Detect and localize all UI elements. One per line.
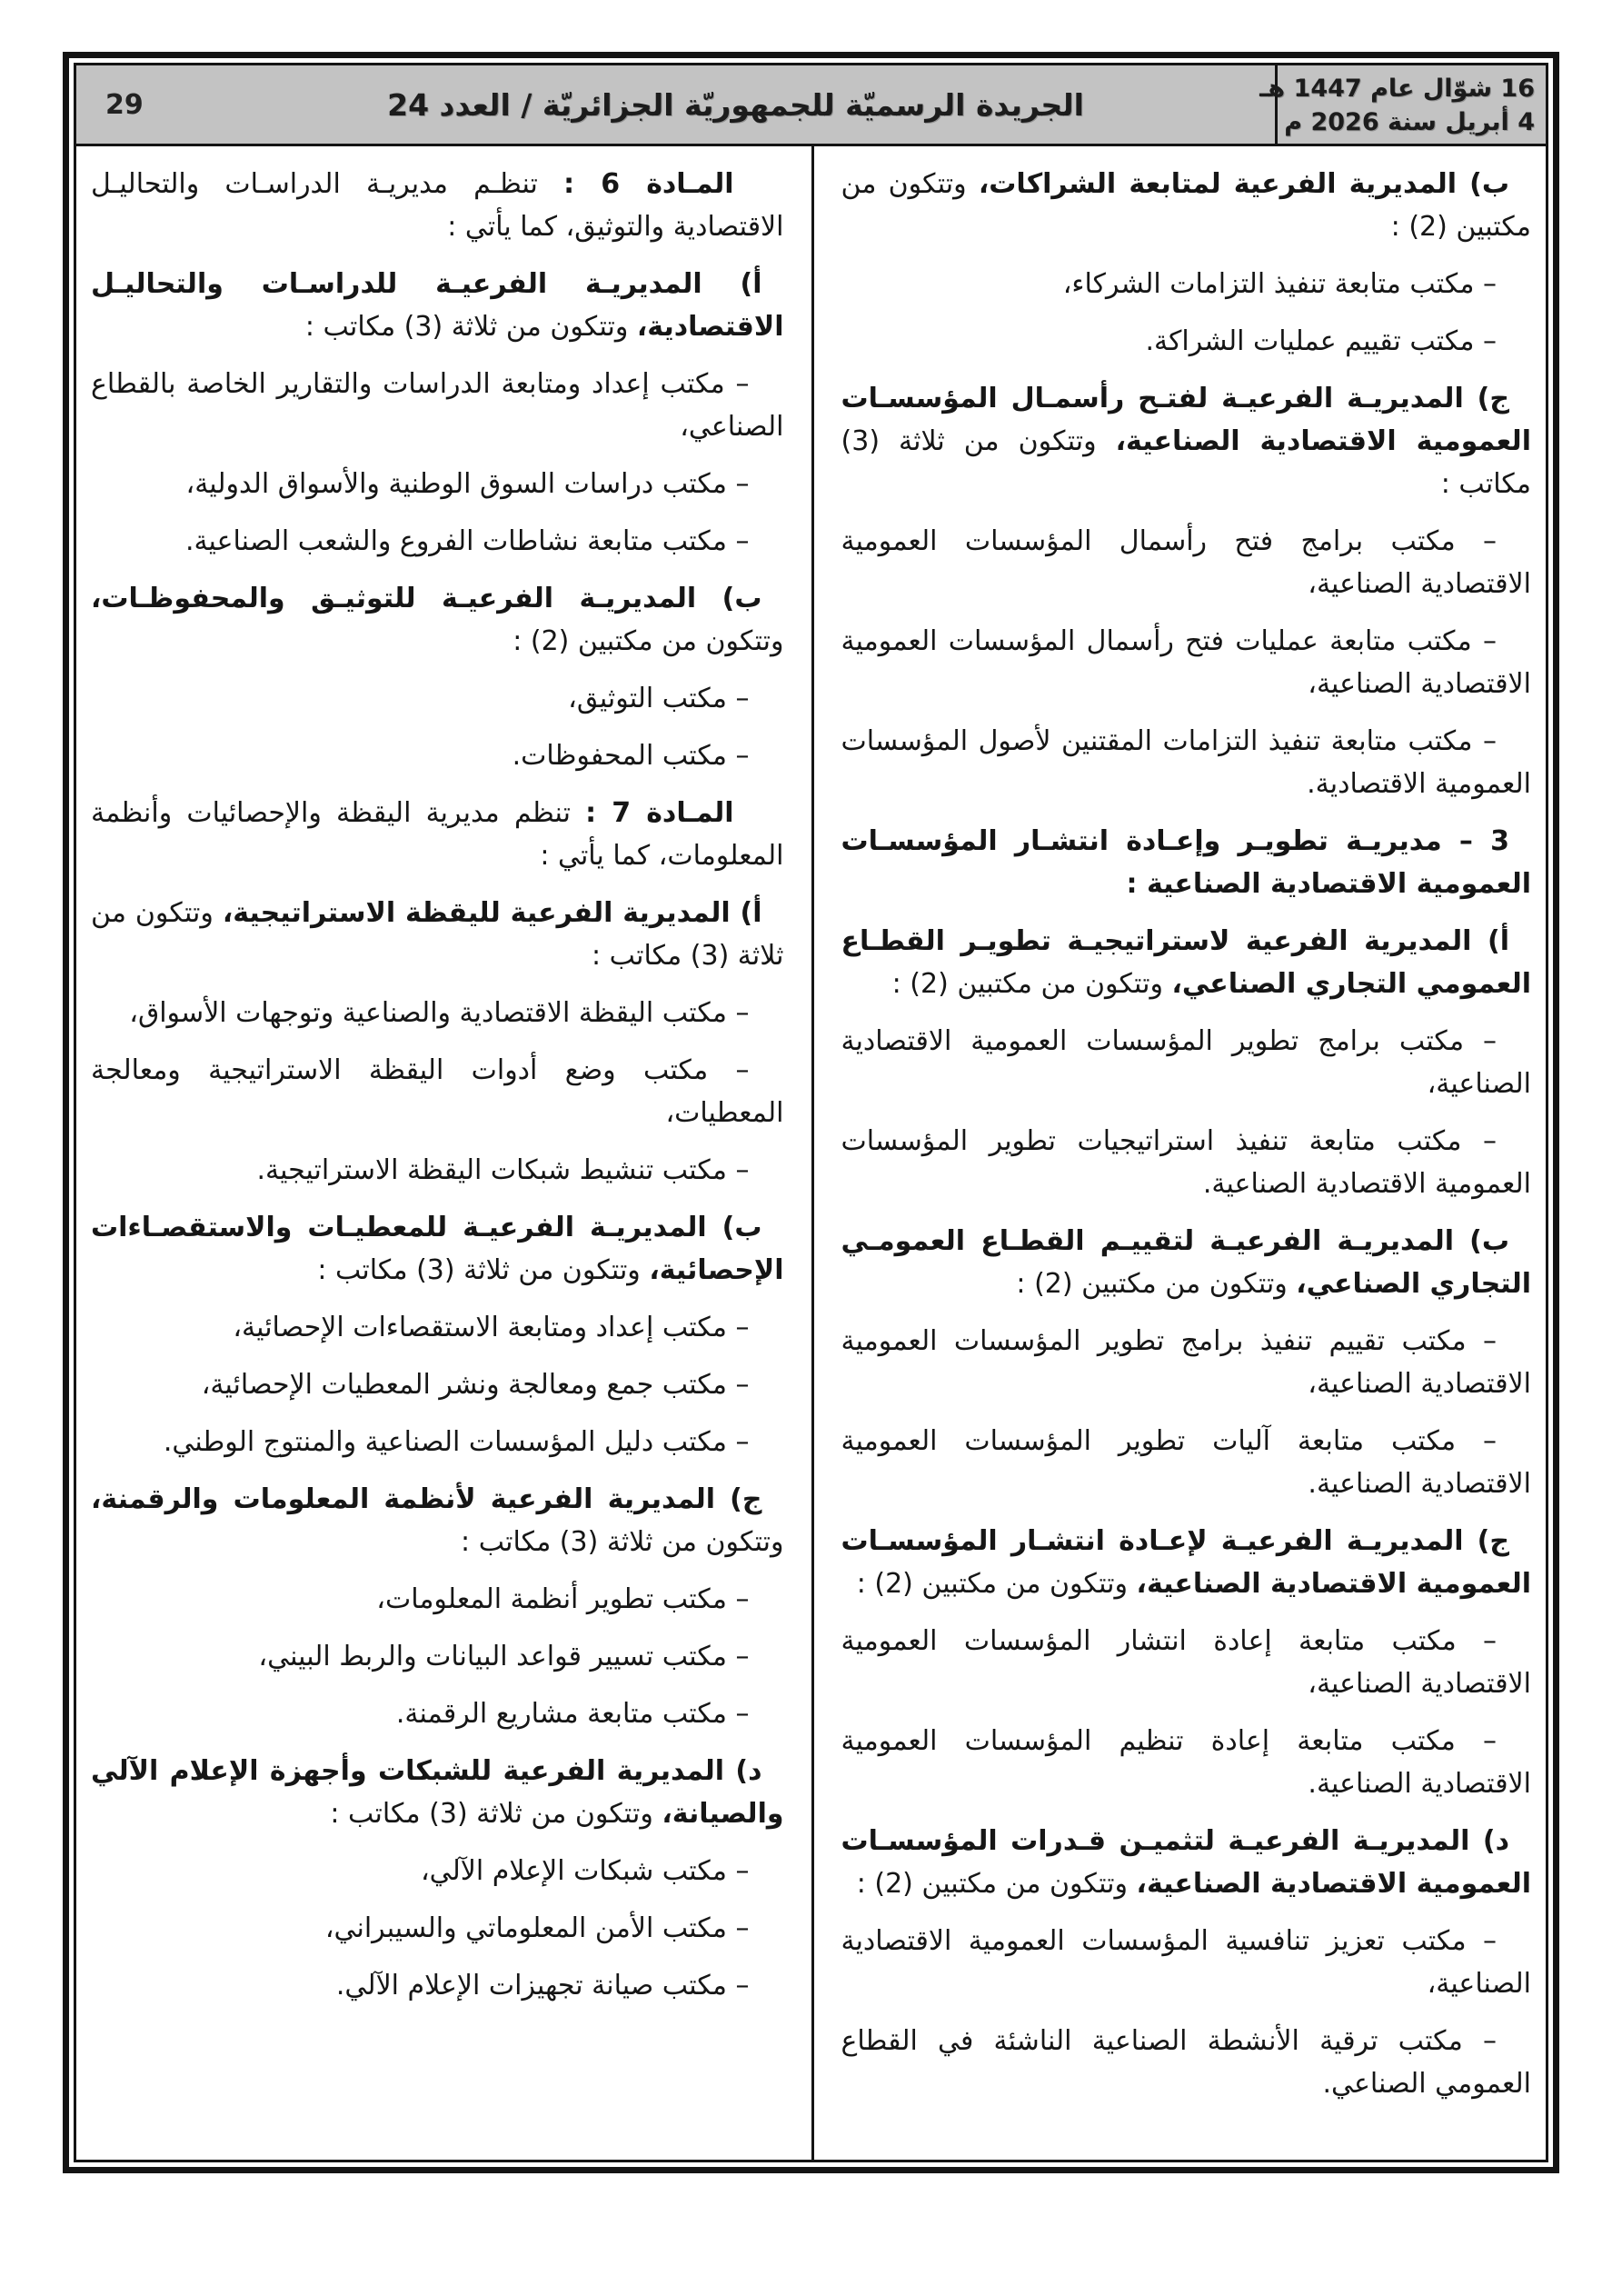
bullet-paragraph bbox=[91, 1964, 784, 2007]
text-segment: وتتكون من مكتبين (2) : bbox=[512, 625, 784, 657]
bullet-paragraph bbox=[91, 1306, 784, 1349]
bullet-paragraph bbox=[91, 1149, 784, 1192]
text-segment: وتتكون من ثلاثة (3) مكاتب : bbox=[841, 425, 1531, 500]
bullet-paragraph bbox=[841, 263, 1532, 305]
text-segment: – مكتب متابعة إعادة انتشار المؤسسات العمومية الاقتصادية الصناعية، bbox=[841, 1625, 1531, 1700]
bullet-paragraph bbox=[841, 1920, 1532, 2005]
left-column bbox=[76, 146, 811, 2160]
text-segment: – مكتب متابعة تنفيذ استراتيجيات تطوير المؤسسات العمومية الاقتصادية الصناعية. bbox=[841, 1125, 1531, 1200]
section-paragraph bbox=[841, 377, 1532, 505]
bullet-paragraph bbox=[841, 2020, 1532, 2105]
section-paragraph bbox=[841, 1520, 1532, 1605]
page-frame-inner bbox=[74, 63, 1548, 2162]
bold-segment: المـادة 6 : bbox=[563, 168, 734, 200]
bullet-paragraph bbox=[91, 1578, 784, 1621]
text-segment: – مكتب تعزيز تنافسية المؤسسات العمومية الاقتصادية الصناعية، bbox=[841, 1925, 1531, 2000]
text-segment: – مكتب صيانة تجهيزات الإعلام الآلي. bbox=[335, 1970, 750, 2002]
text-segment: تنظم مديرية اليقظة والإحصائيات وأنظمة المعلومات، كما يأتي : bbox=[91, 797, 784, 872]
bullet-paragraph bbox=[91, 677, 784, 720]
bold-segment: أ) المديرية الفرعية لاستراتيجيـة تطويـر القطـاع العمومي التجاري الصناعي، bbox=[841, 925, 1531, 1000]
section-paragraph bbox=[91, 892, 784, 977]
bullet-paragraph bbox=[91, 1635, 784, 1678]
text-segment: – مكتب متابعة آليات تطوير المؤسسات العمومية الاقتصادية الصناعية. bbox=[841, 1425, 1531, 1500]
bold-segment: المـادة 7 : bbox=[585, 797, 734, 829]
text-segment: – مكتب متابعة مشاريع الرقمنة. bbox=[395, 1698, 750, 1730]
bold-segment: 3 – مديريـة تطويـر وإعـادة انتشـار المؤسسـات العمومية الاقتصادية الصناعية : bbox=[841, 825, 1531, 900]
bullet-paragraph bbox=[841, 520, 1532, 605]
text-segment: – مكتب تسيير قواعد البيانات والربط البيني، bbox=[258, 1641, 750, 1672]
bullet-paragraph bbox=[91, 1363, 784, 1406]
text-segment: – مكتب ترقية الأنشطة الصناعية الناشئة في القطاع العمومي الصناعي. bbox=[841, 2025, 1531, 2100]
text-segment: وتتكون من ثلاثة (3) مكاتب : bbox=[304, 311, 637, 343]
section-paragraph bbox=[841, 920, 1532, 1005]
bullet-paragraph bbox=[91, 734, 784, 777]
text-segment: – مكتب دليل المؤسسات الصناعية والمنتوج الوطني. bbox=[163, 1426, 750, 1458]
text-segment: – مكتب تنشيط شبكات اليقظة الاستراتيجية. bbox=[256, 1154, 750, 1186]
header-date-cell bbox=[1259, 65, 1546, 144]
text-segment: وتتكون من مكتبين (2) : bbox=[891, 968, 1172, 1000]
text-segment: وتتكون من مكتبين (2) : bbox=[841, 168, 1531, 243]
date-hijri: 16 شوّال عام 1447 هـ bbox=[1259, 75, 1535, 103]
bullet-paragraph bbox=[841, 1320, 1532, 1405]
bold-segment: ج) المديريـة الفرعيـة لفتـح رأسمـال المؤسسـات العمومية الاقتصادية الصناعية، bbox=[841, 383, 1531, 457]
bullet-paragraph bbox=[91, 1421, 784, 1463]
text-segment: – مكتب تقييم تنفيذ برامج تطوير المؤسسات العمومية الاقتصادية الصناعية، bbox=[841, 1325, 1531, 1400]
bullet-paragraph bbox=[841, 1620, 1532, 1705]
page-header bbox=[76, 65, 1546, 146]
bullet-paragraph bbox=[91, 463, 784, 505]
bullet-paragraph bbox=[91, 1850, 784, 1892]
text-segment: – مكتب تقييم عمليات الشراكة. bbox=[1145, 325, 1497, 357]
bullet-paragraph bbox=[91, 1907, 784, 1950]
text-segment: – مكتب متابعة تنفيذ التزامات المقتنين لأصول المؤسسات العمومية الاقتصادية. bbox=[841, 725, 1531, 800]
text-segment: – مكتب شبكات الإعلام الآلي، bbox=[420, 1855, 750, 1887]
section-paragraph bbox=[91, 1478, 784, 1563]
bold-segment: د) المديريـة الفرعيـة لتثميـن قـدرات المؤسسـات العمومية الاقتصادية الصناعية، bbox=[841, 1825, 1531, 1900]
text-segment: – مكتب جمع ومعالجة ونشر المعطيات الإحصائية، bbox=[201, 1369, 750, 1401]
bullet-paragraph bbox=[841, 1420, 1532, 1505]
bold-segment: ب) المديريـة الفرعيـة للمعطيـات والاستقصـاءات الإحصائية، bbox=[91, 1212, 784, 1286]
section-paragraph bbox=[91, 1750, 784, 1835]
right-column bbox=[811, 146, 1547, 2160]
bullet-paragraph bbox=[91, 992, 784, 1034]
text-segment: – مكتب برامج تطوير المؤسسات العمومية الاقتصادية الصناعية، bbox=[841, 1025, 1531, 1100]
text-segment: – مكتب وضع أدوات اليقظة الاستراتيجية ومعالجة المعطيات، bbox=[91, 1054, 784, 1129]
section-paragraph bbox=[91, 1206, 784, 1292]
bold-segment: أ) المديريـة الفرعيـة للدراسـات والتحاليـل الاقتصادية، bbox=[91, 268, 784, 343]
bullet-paragraph bbox=[91, 1049, 784, 1134]
text-segment: – مكتب متابعة تنفيذ التزامات الشركاء، bbox=[1062, 268, 1497, 300]
bold-segment: ج) المديريـة الفرعيـة لإعـادة انتشـار المؤسسـات العمومية الاقتصادية الصناعية، bbox=[841, 1525, 1531, 1600]
text-segment: – مكتب المحفوظات. bbox=[512, 740, 750, 772]
section-paragraph bbox=[841, 1820, 1532, 1905]
bold-segment: ب) المديريـة الفرعيـة للتوثيـق والمحفوظـات، bbox=[91, 583, 762, 614]
text-segment: – مكتب برامج فتح رأسمال المؤسسات العمومية الاقتصادية الصناعية، bbox=[841, 525, 1531, 600]
text-segment: – مكتب التوثيق، bbox=[568, 683, 750, 714]
bold-segment: أ) المديرية الفرعية لليقظة الاستراتيجية، bbox=[222, 897, 762, 929]
article-paragraph bbox=[91, 163, 784, 248]
text-segment: – مكتب متابعة إعادة تنظيم المؤسسات العمومية الاقتصادية الصناعية. bbox=[841, 1725, 1531, 1800]
text-segment: – مكتب متابعة نشاطات الفروع والشعب الصناعية. bbox=[184, 525, 750, 557]
bullet-paragraph bbox=[841, 1020, 1532, 1105]
bullet-paragraph bbox=[91, 520, 784, 563]
text-segment: وتتكون من ثلاثة (3) مكاتب : bbox=[317, 1254, 650, 1286]
article-paragraph bbox=[91, 792, 784, 877]
bullet-paragraph bbox=[841, 1720, 1532, 1805]
bullet-paragraph bbox=[841, 620, 1532, 705]
bullet-paragraph bbox=[91, 363, 784, 448]
text-segment: وتتكون من مكتبين (2) : bbox=[856, 1868, 1137, 1900]
bold-segment: د) المديرية الفرعية للشبكات وأجهزة الإعلام الآلي والصيانة، bbox=[91, 1755, 784, 1830]
bold-segment: ج) المديرية الفرعية لأنظمة المعلومات والرقمنة، bbox=[91, 1483, 762, 1515]
bold-segment: ب) المديرية الفرعية لمتابعة الشراكات، bbox=[978, 168, 1510, 200]
page-number: 29 bbox=[105, 88, 144, 121]
text-segment: وتتكون من مكتبين (2) : bbox=[1016, 1268, 1297, 1300]
page-frame bbox=[63, 52, 1559, 2173]
bullet-paragraph bbox=[841, 320, 1532, 363]
text-segment: وتتكون من مكتبين (2) : bbox=[856, 1568, 1137, 1600]
section-paragraph bbox=[91, 577, 784, 663]
text-segment: – مكتب إعداد ومتابعة الاستقصاءات الإحصائية، bbox=[233, 1312, 750, 1343]
heading-paragraph bbox=[841, 820, 1532, 905]
text-segment: – مكتب اليقظة الاقتصادية والصناعية وتوجهات الأسواق، bbox=[129, 997, 750, 1029]
text-segment: – مكتب تطوير أنظمة المعلومات، bbox=[376, 1583, 750, 1615]
text-segment: وتتكون من ثلاثة (3) مكاتب : bbox=[461, 1526, 784, 1558]
content-area bbox=[76, 146, 1546, 2160]
text-segment: – مكتب الأمن المعلوماتي والسيبراني، bbox=[324, 1912, 750, 1944]
text-segment: وتتكون من ثلاثة (3) مكاتب : bbox=[330, 1798, 662, 1830]
section-paragraph bbox=[91, 263, 784, 348]
section-paragraph bbox=[841, 1220, 1532, 1305]
bullet-paragraph bbox=[841, 720, 1532, 805]
bold-segment: ب) المديريـة الفرعيـة لتقييـم القطـاع العمومـي التجاري الصناعي، bbox=[841, 1225, 1531, 1300]
text-segment: – مكتب دراسات السوق الوطنية والأسواق الدولية، bbox=[185, 468, 750, 500]
date-gregorian: 4 أبريل سنة 2026 م bbox=[1284, 108, 1535, 136]
text-segment: – مكتب متابعة عمليات فتح رأسمال المؤسسات العمومية الاقتصادية الصناعية، bbox=[841, 625, 1531, 700]
text-segment: وتتكون من ثلاثة (3) مكاتب : bbox=[91, 897, 784, 972]
section-paragraph bbox=[841, 163, 1532, 248]
bullet-paragraph bbox=[841, 1120, 1532, 1205]
bullet-paragraph bbox=[91, 1692, 784, 1735]
text-segment: – مكتب إعداد ومتابعة الدراسات والتقارير الخاصة بالقطاع الصناعي، bbox=[91, 368, 784, 443]
journal-title: الجريدة الرسميّة للجمهوريّة الجزائريّة / العدد 24 bbox=[387, 86, 1084, 123]
text-segment: تنظـم مديريـة الدراسـات والتحاليـل الاقتصادية والتوثيق، كما يأتي : bbox=[91, 168, 784, 243]
